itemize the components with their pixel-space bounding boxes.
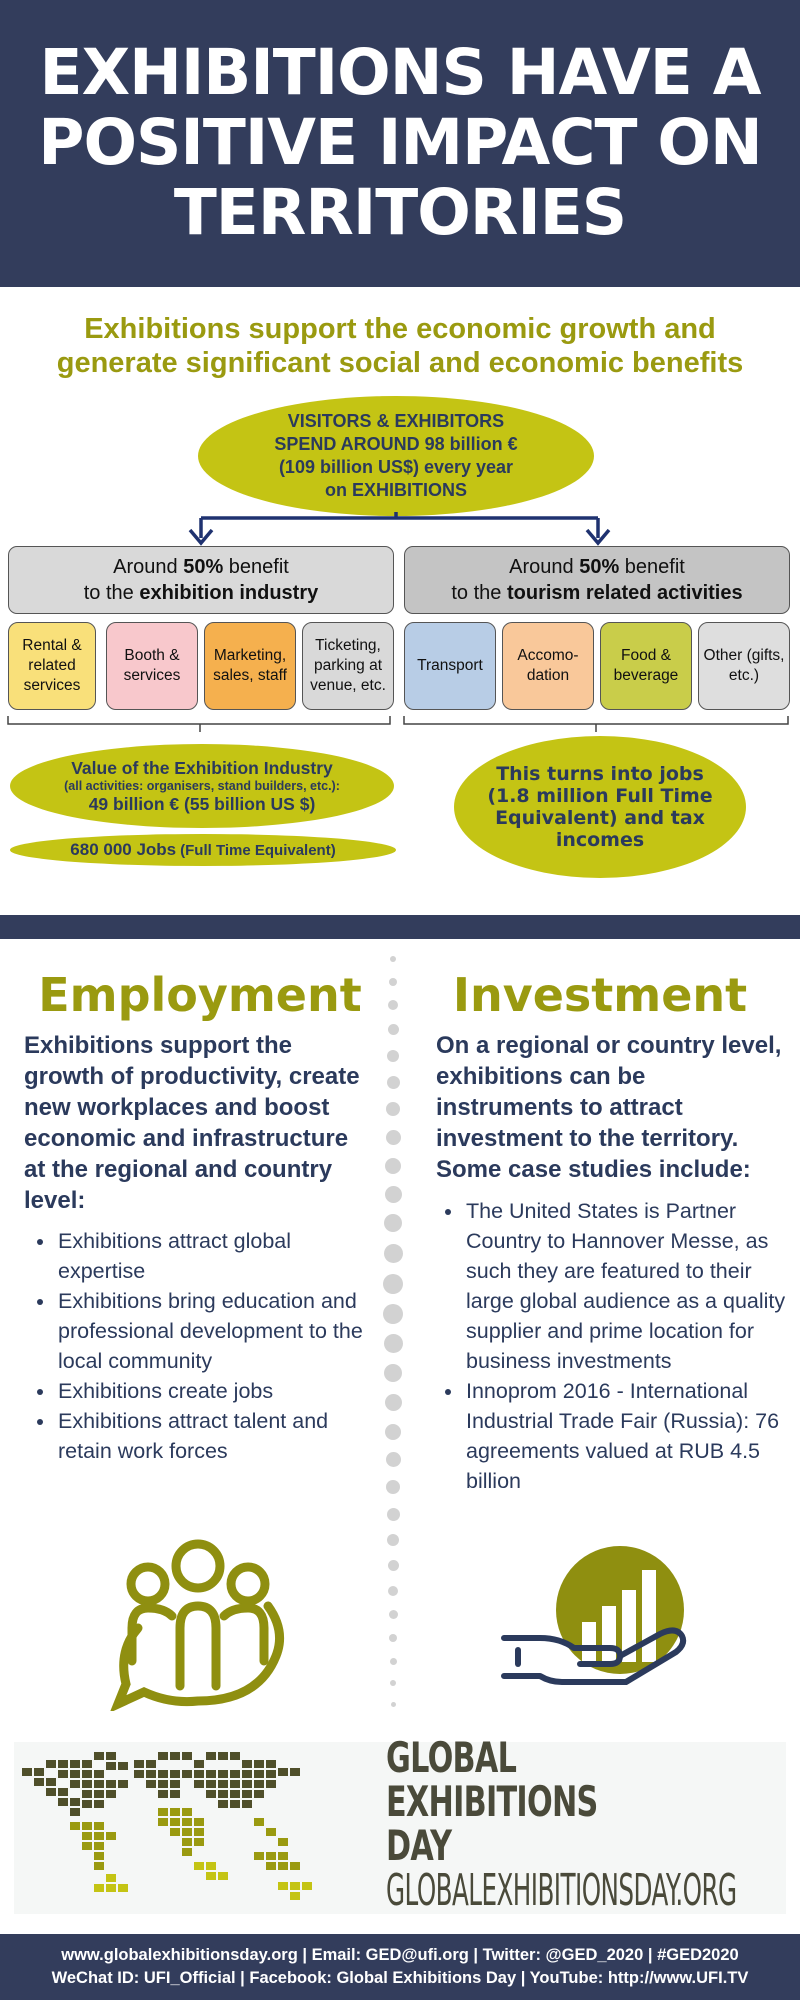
spend-line-4: on EXHIBITIONS bbox=[324, 480, 467, 500]
list-item: • Innoprom 2016 - International Industrial Trade Fair (Russia): 76 agreements valued at RUB 4.5 billion bbox=[464, 1376, 788, 1496]
title-line-1: EXHIBITIONS HAVE A bbox=[39, 36, 761, 109]
brace-left bbox=[8, 716, 390, 724]
spend-line-1: VISITORS & EXHIBITORS bbox=[287, 411, 505, 431]
list-item: • Exhibitions attract global expertise bbox=[56, 1226, 376, 1286]
employment-heading: Employment bbox=[38, 968, 362, 1022]
spend-line-2: SPEND AROUND 98 billion € bbox=[274, 434, 518, 454]
tourism-item-label: Food & beverage bbox=[613, 647, 679, 684]
industry-jobs-ellipse bbox=[10, 834, 396, 866]
industry-jobs-count: 680 000 Jobs bbox=[70, 840, 177, 859]
industry-value-title: Value of the Exhibition Industry bbox=[71, 758, 333, 778]
tourism-item-label: Other (gifts, etc.) bbox=[703, 647, 785, 684]
list-item: • Exhibitions create jobs bbox=[56, 1376, 376, 1406]
industry-jobs-detail: (Full Time Equivalent) bbox=[180, 842, 336, 859]
footer bbox=[0, 1934, 800, 2000]
tourism-item-label: Accomo-dation bbox=[517, 647, 579, 684]
industry-item-label: Ticketing, parking at venue, etc. bbox=[310, 637, 386, 694]
ged-line-2: EXHIBITIONS bbox=[386, 1777, 598, 1826]
world-map-icon bbox=[14, 1742, 378, 1914]
list-item: • Exhibitions attract talent and retain work forces bbox=[56, 1406, 376, 1466]
tourism-item-label: Transport bbox=[417, 657, 483, 674]
benefit-right-target: tourism related activities bbox=[506, 582, 743, 604]
ged-url[interactable]: GLOBALEXHIBITIONSDAY.ORG bbox=[386, 1865, 737, 1916]
industry-item-label: Booth & services bbox=[123, 647, 181, 684]
benefit-left-suffix: benefit bbox=[223, 556, 289, 578]
benefit-left-target: exhibition industry bbox=[139, 582, 319, 604]
tourism-jobs-ellipse bbox=[454, 736, 746, 878]
investment-heading: Investment bbox=[452, 968, 748, 1022]
benefit-left-to: to the bbox=[83, 582, 140, 604]
benefit-right-prefix: Around bbox=[509, 556, 580, 578]
employment-list bbox=[28, 1226, 376, 1466]
footer-contacts[interactable]: www.globalexhibitionsday.org | Email: GED@ufi.org | Twitter: @GED_2020 | #GED2020 bbox=[61, 1946, 739, 1964]
ged-line-1: GLOBAL bbox=[386, 1733, 517, 1782]
subtitle-line-1: Exhibitions support the economic growth and bbox=[84, 313, 716, 345]
employment-intro: Exhibitions support the growth of productivity, create new workplaces and boost economic and infrastructure at the regional and country level: bbox=[24, 1032, 360, 1214]
tourism-jobs-text: This turns into jobs (1.8 million Full Time Equivalent) and tax incomes bbox=[487, 763, 713, 851]
investment-list bbox=[436, 1196, 788, 1496]
benefit-left-percent: 50% bbox=[183, 556, 224, 578]
investment-intro: On a regional or country level, exhibitions can be instruments to attract investment to the territory. Some case studies include: bbox=[436, 1032, 782, 1183]
footer-social[interactable]: WeChat ID: UFI_Official | Facebook: Global Exhibitions Day | YouTube: http://www.UFI.TV bbox=[51, 1969, 749, 1987]
list-item: • Exhibitions bring education and professional development to the local community bbox=[56, 1286, 376, 1376]
industry-item-label: Marketing, sales, staff bbox=[213, 647, 287, 684]
industry-value-ellipse bbox=[10, 744, 394, 828]
investment-hand-icon bbox=[500, 1540, 710, 1690]
benefit-right-suffix: benefit bbox=[619, 556, 685, 578]
section-divider bbox=[0, 915, 800, 939]
ged-line-3: DAY bbox=[386, 1821, 452, 1870]
industry-value-detail: (all activities: organisers, stand builders, etc.): bbox=[64, 779, 340, 793]
braces bbox=[0, 0, 800, 740]
title-line-2: POSITIVE IMPACT ON bbox=[38, 106, 762, 179]
ged-logo-text bbox=[386, 1733, 598, 1870]
people-group-icon bbox=[108, 1536, 288, 1711]
spend-line-3: (109 billion US$) every year bbox=[278, 457, 514, 477]
industry-value-amount: 49 billion € (55 billion US $) bbox=[88, 794, 316, 814]
list-item: • The United States is Partner Country to Hannover Messe, as such they are featured to their large global audience as a quality supplier and prime location for business investments bbox=[464, 1196, 788, 1376]
benefit-right-percent: 50% bbox=[579, 556, 620, 578]
subtitle-line-2: generate significant social and economic benefits bbox=[56, 347, 744, 379]
brace-right bbox=[404, 716, 788, 724]
title-line-3: TERRITORIES bbox=[173, 176, 627, 249]
benefit-right-to: to the bbox=[451, 582, 507, 604]
benefit-left-prefix: Around bbox=[113, 556, 184, 578]
industry-item-label: Rental & related services bbox=[22, 637, 82, 694]
